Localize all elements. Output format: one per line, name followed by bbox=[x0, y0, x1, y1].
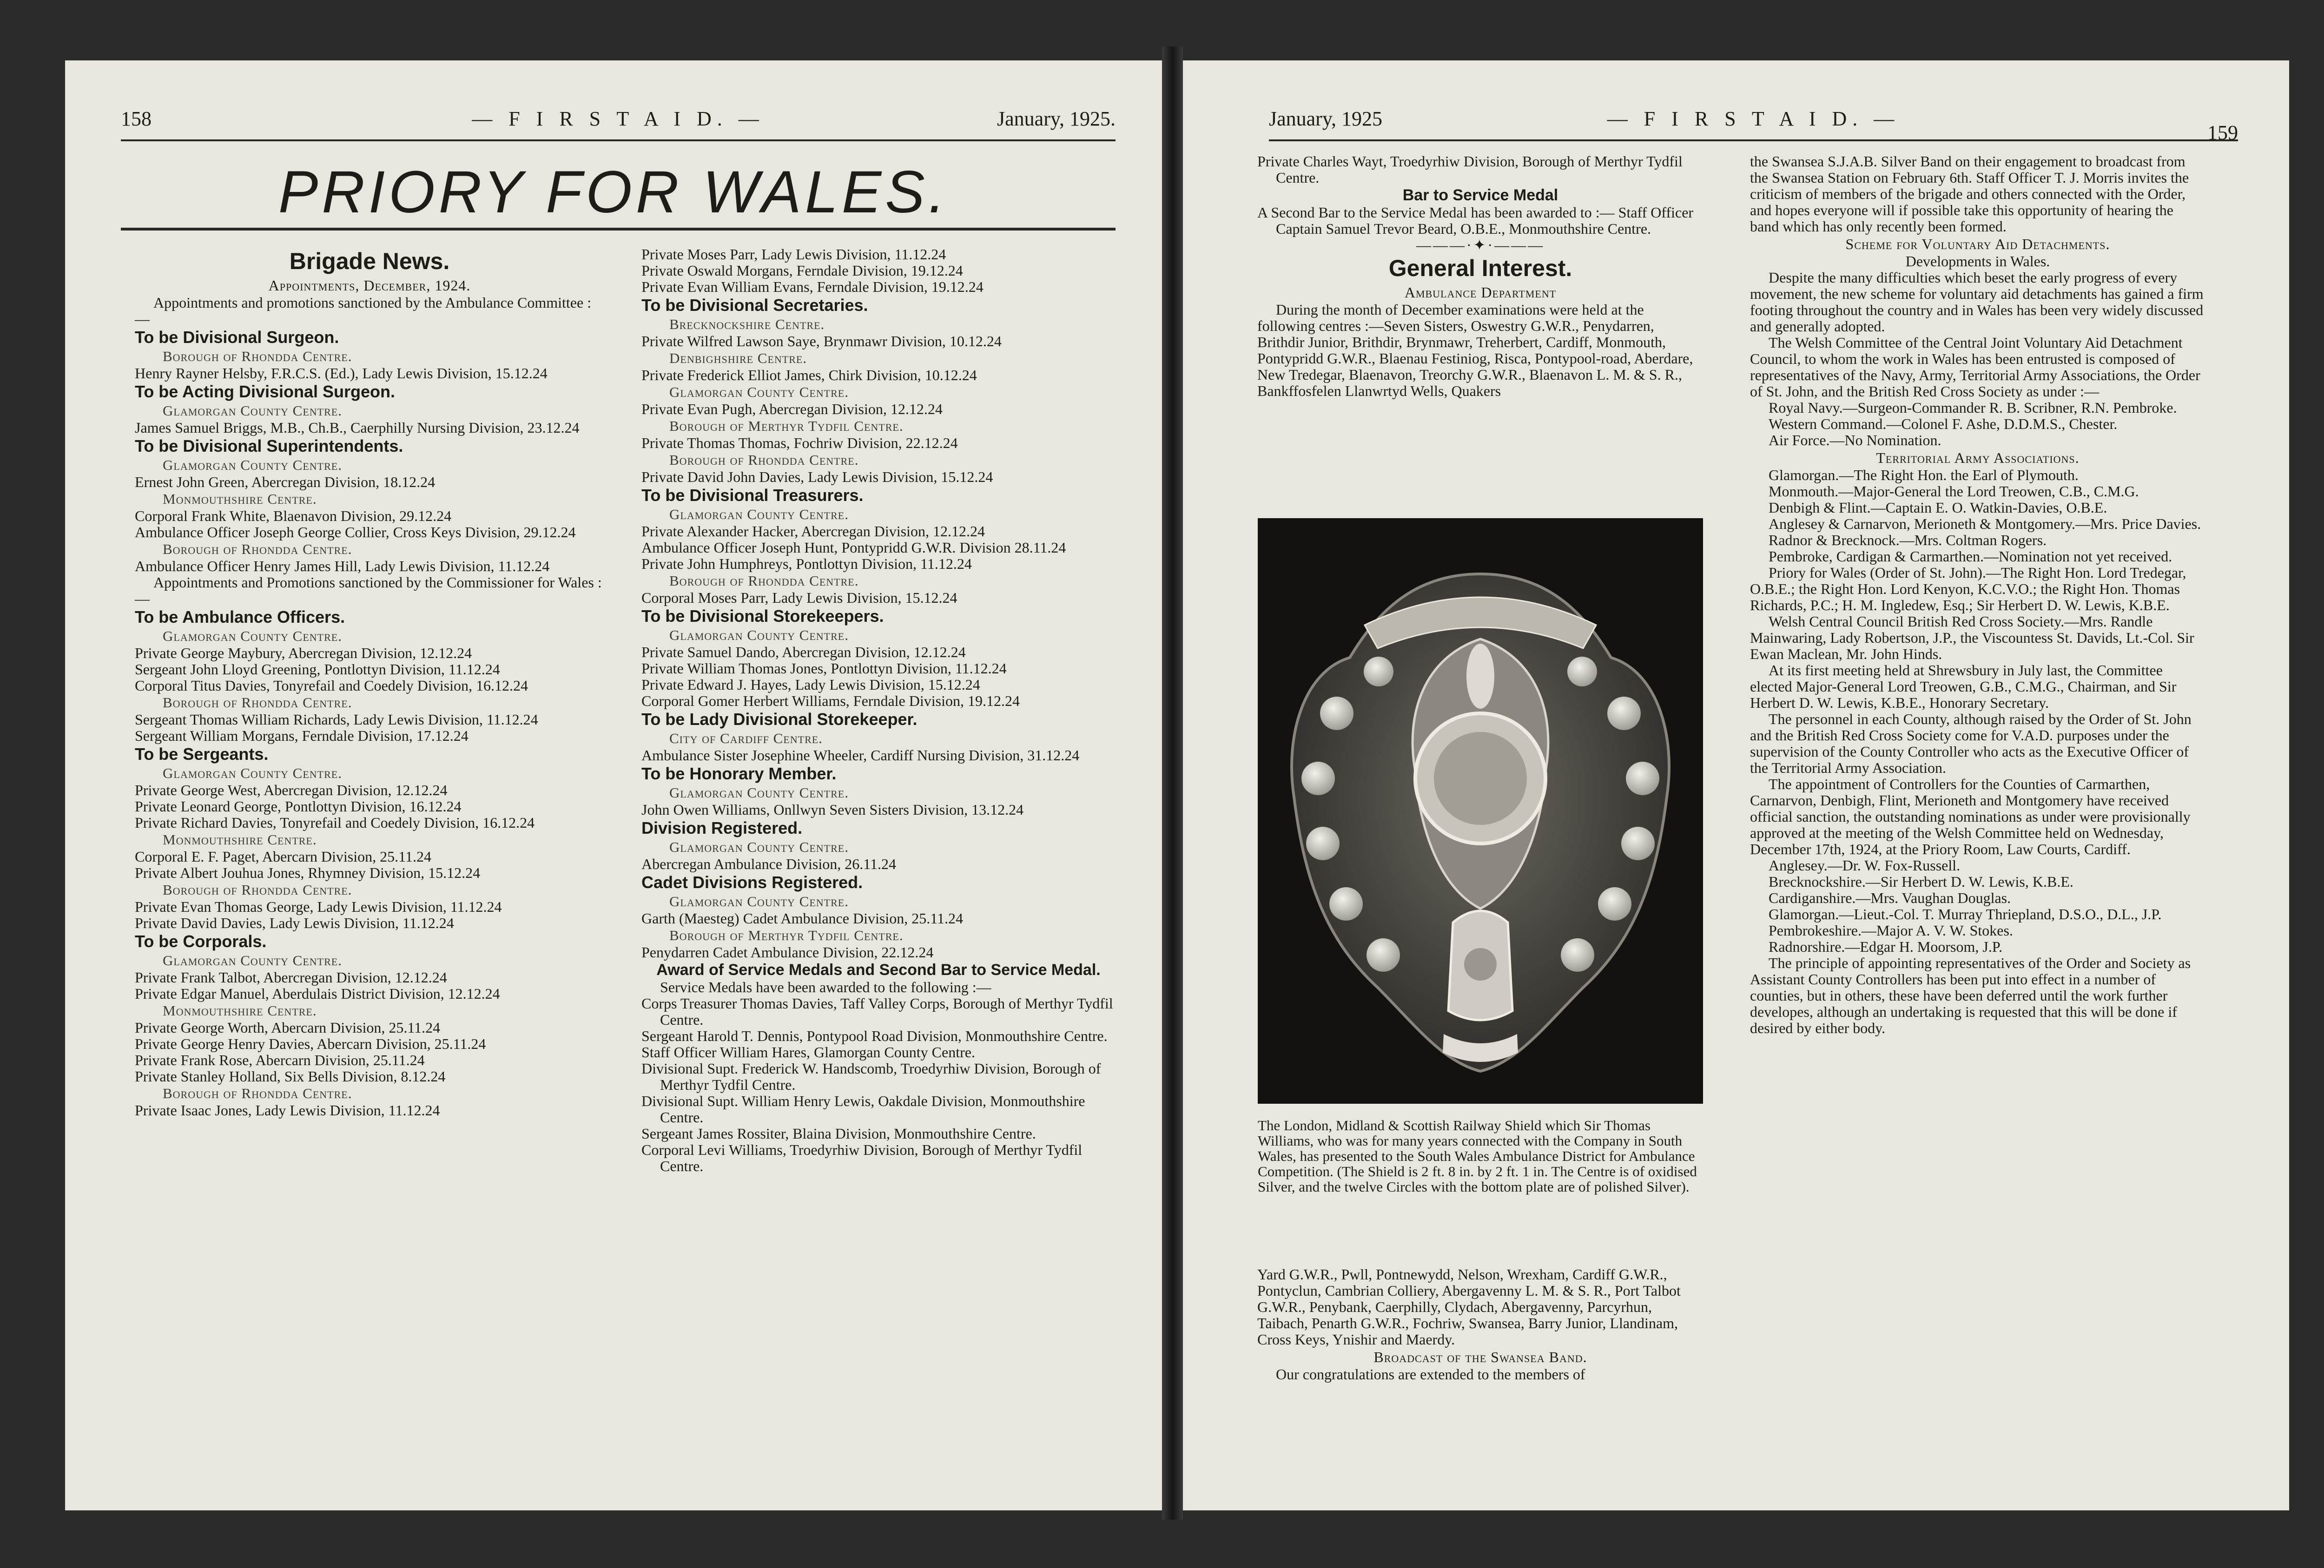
centre-label: Glamorgan County Centre. bbox=[669, 384, 849, 400]
appointment-heading: To be Corporals. bbox=[135, 932, 267, 951]
centre-label: Monmouthshire Centre. bbox=[163, 1002, 317, 1019]
page-title: PRIORY FOR WALES. bbox=[278, 159, 949, 225]
entry-line: Private Wilfred Lawson Saye, Brynmawr Division, 10.12.24 bbox=[641, 333, 1002, 349]
entry-line: Corporal Moses Parr, Lady Lewis Division, 15.12.24 bbox=[641, 589, 957, 606]
entry-line: Corporal Gomer Herbert Williams, Ferndale Division, 19.12.24 bbox=[641, 692, 1020, 709]
paragraph: Appointments and promotions sanctioned by the Ambulance Committee :— bbox=[135, 294, 592, 327]
centre-label: Glamorgan County Centre. bbox=[669, 839, 849, 855]
subheading: Award of Service Medals and Second Bar to Service Medal. bbox=[656, 961, 1101, 979]
centre-label: Glamorgan County Centre. bbox=[163, 628, 342, 644]
entry-line: Corps Treasurer Thomas Davies, Taff Valley Corps, Borough of Merthyr Tydfil Centre. bbox=[641, 995, 1113, 1028]
entry-line: Private Oswald Morgans, Ferndale Division, 19.12.24 bbox=[641, 262, 963, 279]
entry-line: Sergeant John Lloyd Greening, Pontlottyn Division, 11.12.24 bbox=[135, 661, 500, 678]
entry-line: Penydarren Cadet Ambulance Division, 22.12.24 bbox=[641, 944, 934, 961]
appointment-heading: To be Honorary Member. bbox=[641, 764, 837, 783]
entry-line: Corporal Titus Davies, Tonyrefail and Coedely Division, 16.12.24 bbox=[135, 677, 528, 694]
entry-line: Abercregan Ambulance Division, 26.11.24 bbox=[641, 856, 897, 872]
paragraph: Air Force.—No Nomination. bbox=[1769, 432, 1941, 448]
appointment-heading: To be Lady Divisional Storekeeper. bbox=[641, 710, 918, 729]
header-rule-right bbox=[1269, 139, 2238, 141]
small-caps-heading: Broadcast of the Swansea Band. bbox=[1373, 1349, 1587, 1365]
paragraph: During the month of December examinations were held at the following centres :—Seven Sisters, Oswestry G.W.R., Penydarren, Brithdir Junior, Brithdir, Brynmawr, Treherbert, Cardiff, Monmouth, Pontypridd G.W.R., Blaenau Festiniog, Risca, Pontypool-road, Aberdare, New Tredegar, Blaenavon, Treorchy G.W.R., Blaenavon L. M. & S. R., Bankffosfelen Llanwrtyd Wells, Quakers bbox=[1257, 301, 1693, 399]
shield-photo bbox=[1258, 518, 1703, 1104]
header-rule-left bbox=[121, 139, 1116, 141]
entry-line: Private Edgar Manuel, Aberdulais District Division, 12.12.24 bbox=[135, 985, 500, 1002]
paragraph: Anglesey & Carnarvon, Merioneth & Montgomery.—Mrs. Price Davies. bbox=[1769, 515, 2201, 532]
paragraph: Service Medals have been awarded to the following :— bbox=[660, 979, 991, 995]
appointment-heading: To be Sergeants. bbox=[135, 744, 269, 764]
centre-label: Glamorgan County Centre. bbox=[669, 627, 849, 643]
paragraph: Cardiganshire.—Mrs. Vaughan Douglas. bbox=[1769, 889, 2011, 906]
entry-line: Private Stanley Holland, Six Bells Division, 8.12.24 bbox=[135, 1068, 446, 1085]
title-rule bbox=[121, 228, 1116, 231]
paragraph: Radnorshire.—Edgar H. Moorsom, J.P. bbox=[1769, 938, 2003, 955]
entry-line: Private Frank Rose, Abercarn Division, 25.11.24 bbox=[135, 1052, 425, 1068]
appointment-heading: To be Divisional Treasurers. bbox=[641, 486, 864, 505]
centre-label: Glamorgan County Centre. bbox=[669, 506, 849, 522]
entry-line: Private Isaac Jones, Lady Lewis Division, 11.12.24 bbox=[135, 1102, 440, 1119]
entry-line: Private Thomas Thomas, Fochriw Division, 22.12.24 bbox=[641, 435, 958, 451]
right-running-header bbox=[1269, 107, 2238, 144]
small-caps-heading: Scheme for Voluntary Aid Detachments. bbox=[1845, 236, 2110, 252]
entry-line: Divisional Supt. Frederick W. Handscomb, Troedyrhiw Division, Borough of Merthyr Tydfil Centre. bbox=[641, 1060, 1101, 1093]
entry-line: Ambulance Officer Joseph George Collier, Cross Keys Division, 29.12.24 bbox=[135, 524, 576, 540]
paragraph: Denbigh & Flint.—Captain E. O. Watkin-Davies, O.B.E. bbox=[1769, 499, 2107, 516]
entry-line: Sergeant James Rossiter, Blaina Division, Monmouthshire Centre. bbox=[641, 1125, 1036, 1142]
entry-line: Divisional Supt. William Henry Lewis, Oakdale Division, Monmouthshire Centre. bbox=[641, 1093, 1085, 1126]
centre-label: Borough of Rhondda Centre. bbox=[669, 452, 859, 468]
centre-label: Glamorgan County Centre. bbox=[163, 952, 342, 968]
paragraph: Royal Navy.—Surgeon-Commander R. B. Scribner, R.N. Pembroke. bbox=[1769, 399, 2177, 416]
entry-line: Private Evan William Evans, Ferndale Division, 19.12.24 bbox=[641, 278, 984, 295]
entry-line: Corporal E. F. Paget, Abercarn Division, 25.11.24 bbox=[135, 848, 431, 865]
entry-line: Sergeant Thomas William Richards, Lady Lewis Division, 11.12.24 bbox=[135, 711, 538, 728]
centre-label: Brecknockshire Centre. bbox=[669, 316, 825, 332]
entry-line: Private William Thomas Jones, Pontlottyn Division, 11.12.24 bbox=[641, 660, 1007, 677]
centre-label: Monmouthshire Centre. bbox=[163, 491, 317, 507]
entry-line: Private Albert Jouhua Jones, Rhymney Division, 15.12.24 bbox=[135, 864, 481, 881]
centre-label: Glamorgan County Centre. bbox=[163, 402, 342, 419]
entry-line: Staff Officer William Hares, Glamorgan County Centre. bbox=[641, 1044, 975, 1061]
entry-line: Private Samuel Dando, Abercregan Division, 12.12.24 bbox=[641, 644, 966, 660]
entry-line: Corporal Levi Williams, Troedyrhiw Division, Borough of Merthyr Tydfil Centre. bbox=[641, 1141, 1083, 1174]
centre-label: Monmouthshire Centre. bbox=[163, 831, 317, 848]
page-gutter bbox=[1162, 46, 1183, 1520]
paragraph: Priory for Wales (Order of St. John).—The Right Hon. Lord Tredegar, O.B.E.; the Right Hon. Lord Kenyon, K.C.V.O.; the Right Hon. Thomas Richards, P.C.; H. M. Ingledew, Esq.; Sir Herbert D. W. Lewis, K.B.E. bbox=[1750, 564, 2186, 613]
entry-line: Private George Worth, Abercarn Division, 25.11.24 bbox=[135, 1019, 441, 1036]
entry-line: Private Evan Pugh, Abercregan Division, 12.12.24 bbox=[641, 401, 943, 417]
entry-line: Private Leonard George, Pontlottyn Division, 16.12.24 bbox=[135, 798, 462, 815]
section-heading: Brigade News. bbox=[289, 248, 450, 274]
centre-label: Glamorgan County Centre. bbox=[669, 784, 849, 801]
entry-line: Private Richard Davies, Tonyrefail and Coedely Division, 16.12.24 bbox=[135, 814, 535, 831]
appointment-heading: To be Acting Divisional Surgeon. bbox=[135, 382, 396, 401]
issue-date-left: January, 1925. bbox=[997, 107, 1116, 130]
ornament-divider: ———·✦·——— bbox=[1416, 237, 1545, 253]
centre-label: Borough of Rhondda Centre. bbox=[163, 1085, 352, 1101]
column-3-top bbox=[1257, 153, 1703, 399]
photo-caption: The London, Midland & Scottish Railway Shield which Sir Thomas Williams, who was for many years connected with the Company in South Wales, has presented to the South Wales Ambulance District for Ambulance Competition. (The Shield is 2 ft. 8 in. by 2 ft. 1 in. The Centre is of oxidised Silver, and the twelve Circles with the bottom plate are of polished Silver). bbox=[1258, 1117, 1697, 1195]
paragraph: The Welsh Committee of the Central Joint Voluntary Aid Detachment Council, to whom the work in Wales has been entrusted is composed of representatives of the Navy, Army, Territorial Army Associations, the Order of St. John, and the British Red Cross Society as under :— bbox=[1750, 334, 2200, 400]
entry-line: Garth (Maesteg) Cadet Ambulance Division, 25.11.24 bbox=[641, 910, 963, 927]
page-number-left: 158 bbox=[121, 107, 152, 130]
entry-line: Private David John Davies, Lady Lewis Division, 15.12.24 bbox=[641, 468, 993, 485]
left-page bbox=[65, 60, 1162, 1510]
entry-line: Henry Rayner Helsby, F.R.C.S. (Ed.), Lady Lewis Division, 15.12.24 bbox=[135, 365, 548, 382]
column-3-bottom bbox=[1257, 1266, 1703, 1383]
entry-line: Corporal Frank White, Blaenavon Division, 29.12.24 bbox=[135, 507, 452, 524]
entry-line: Private Alexander Hacker, Abercregan Division, 12.12.24 bbox=[641, 523, 985, 540]
paragraph: The principle of appointing representatives of the Order and Society as Assistant County Controllers has been put into effect in a number of counties, but in others, these have been deferred until the work further developes, although an undertaking is requested that this will be done if desired by either body. bbox=[1750, 955, 2191, 1036]
entry-line: Private Edward J. Hayes, Lady Lewis Division, 15.12.24 bbox=[641, 676, 980, 693]
entry-line: Private John Humphreys, Pontlottyn Division, 11.12.24 bbox=[641, 555, 972, 572]
entry-line: John Owen Williams, Onllwyn Seven Sisters Division, 13.12.24 bbox=[641, 801, 1024, 818]
entry-line: Ambulance Officer Joseph Hunt, Pontypridd G.W.R. Division 28.11.24 bbox=[641, 539, 1066, 556]
entry-line: Private George Henry Davies, Abercarn Division, 25.11.24 bbox=[135, 1035, 486, 1052]
appointment-heading: To be Divisional Superintendents. bbox=[135, 436, 403, 455]
entry-line: Ambulance Officer Henry James Hill, Lady Lewis Division, 11.12.24 bbox=[135, 558, 550, 574]
entry-line: A Second Bar to the Service Medal has been awarded to :— Staff Officer Captain Samuel Trevor Beard, O.B.E., Monmouthshire Centre. bbox=[1257, 204, 1694, 237]
entry-line: Private David Davies, Lady Lewis Division, 11.12.24 bbox=[135, 915, 454, 931]
centre-label: Glamorgan County Centre. bbox=[163, 765, 342, 781]
subheading: Developments in Wales. bbox=[1905, 253, 2050, 270]
small-caps-heading: Appointments, December, 1924. bbox=[268, 277, 471, 294]
centre-label: Glamorgan County Centre. bbox=[163, 457, 342, 473]
centre-label: Borough of Merthyr Tydfil Centre. bbox=[669, 927, 904, 943]
entry-line: Private Frederick Elliot James, Chirk Division, 10.12.24 bbox=[641, 367, 977, 383]
shield-illustration bbox=[1258, 518, 1703, 1104]
column-2 bbox=[641, 246, 1116, 1174]
subheading: Bar to Service Medal bbox=[1402, 186, 1558, 204]
entry-line: Private Frank Talbot, Abercregan Division, 12.12.24 bbox=[135, 969, 447, 986]
appointment-heading: To be Divisional Storekeepers. bbox=[641, 606, 884, 626]
centre-label: Borough of Rhondda Centre. bbox=[163, 348, 352, 364]
appointment-heading: Cadet Divisions Registered. bbox=[641, 873, 863, 892]
centre-label: City of Cardiff Centre. bbox=[669, 730, 823, 746]
paragraph: Despite the many difficulties which beset the early progress of every movement, the new scheme for voluntary aid detachments has gained a firm footing throughout the country and in Wales has been very widely discussed and generally adopted. bbox=[1750, 269, 2204, 335]
paragraph: Appointments and Promotions sanctioned by the Commissioner for Wales :— bbox=[135, 574, 602, 607]
page-number-right: 159 bbox=[2207, 121, 2238, 144]
paragraph: The appointment of Controllers for the Counties of Carmarthen, Carnarvon, Denbigh, Flint, Merioneth and Montgomery have received official sanction, the outstanding nominations as under were provisionally approved at the meeting of the Welsh Committee held on Wednesday, December 17th, 1924, at the Priory Room, Law Courts, Cardiff. bbox=[1750, 776, 2191, 857]
small-caps-heading: Ambulance Department bbox=[1404, 284, 1557, 301]
paragraph: The personnel in each County, although raised by the Order of St. John and the British Red Cross Society come for V.A.D. purposes under the supervision of the County Controller who acts as the Executive Officer of the Territorial Army Association. bbox=[1750, 711, 2192, 776]
paragraph: Welsh Central Council British Red Cross Society.—Mrs. Randle Mainwaring, Lady Robertson, J.P., the Viscountess St. Davids, Lt.-Col. Sir Ewan Maclean, Mr. John Hinds. bbox=[1750, 613, 2194, 662]
paragraph: Monmouth.—Major-General the Lord Treowen, C.B., C.M.G. bbox=[1769, 483, 2139, 500]
small-caps-heading: Territorial Army Associations. bbox=[1876, 449, 2080, 466]
entry-line: Ernest John Green, Abercregan Division, 18.12.24 bbox=[135, 474, 436, 490]
paragraph: Our congratulations are extended to the members of bbox=[1276, 1366, 1585, 1383]
paragraph: the Swansea S.J.A.B. Silver Band on their engagement to broadcast from the Swansea Station on February 6th. Staff Officer T. J. Morris invites the criticism of members of the brigade and others connected with the Order, and hopes everyone will if possible take this opportunity of hearing the band which has only recently been formed. bbox=[1750, 153, 2189, 235]
entry-line: Ambulance Sister Josephine Wheeler, Cardiff Nursing Division, 31.12.24 bbox=[641, 747, 1080, 764]
column-4 bbox=[1750, 153, 2205, 1036]
paragraph: At its first meeting held at Shrewsbury in July last, the Committee elected Major-General Lord Treowen, G.B., C.M.G., Chairman, and Sir Herbert D. W. Lewis, K.B.E., Honorary Secretary. bbox=[1750, 662, 2177, 711]
issue-date-right: January, 1925 bbox=[1269, 107, 1382, 130]
entry-line: Private Charles Wayt, Troedyrhiw Division, Borough of Merthyr Tydfil Centre. bbox=[1257, 153, 1683, 186]
appointment-heading: To be Divisional Surgeon. bbox=[135, 328, 339, 347]
centre-label: Borough of Merthyr Tydfil Centre. bbox=[669, 418, 904, 434]
centre-label: Glamorgan County Centre. bbox=[669, 893, 849, 909]
entry-line: Sergeant William Morgans, Ferndale Division, 17.12.24 bbox=[135, 727, 469, 744]
paragraph: Radnor & Brecknock.—Mrs. Coltman Rogers. bbox=[1769, 532, 2047, 548]
left-running-header bbox=[121, 107, 1116, 135]
centre-label: Borough of Rhondda Centre. bbox=[669, 573, 859, 589]
entry-line: Private Evan Thomas George, Lady Lewis Division, 11.12.24 bbox=[135, 898, 502, 915]
entry-line: Private Moses Parr, Lady Lewis Division, 11.12.24 bbox=[641, 246, 946, 263]
entry-line: James Samuel Briggs, M.B., Ch.B., Caerphilly Nursing Division, 23.12.24 bbox=[135, 419, 580, 436]
appointment-heading: To be Ambulance Officers. bbox=[135, 607, 345, 626]
paragraph: Glamorgan.—The Right Hon. the Earl of Plymouth. bbox=[1769, 467, 2079, 483]
centre-label: Borough of Rhondda Centre. bbox=[163, 541, 352, 557]
paragraph: Pembroke, Cardigan & Carmarthen.—Nomination not yet received. bbox=[1769, 548, 2172, 565]
section-heading: General Interest. bbox=[1388, 255, 1572, 281]
journal-name-right: — F I R S T A I D. — bbox=[1607, 107, 1900, 130]
centre-label: Denbighshire Centre. bbox=[669, 350, 807, 366]
centre-label: Borough of Rhondda Centre. bbox=[163, 882, 352, 898]
paragraph: Glamorgan.—Lieut.-Col. T. Murray Thriepland, D.S.O., D.L., J.P. bbox=[1769, 906, 2162, 922]
entry-line: Sergeant Harold T. Dennis, Pontypool Road Division, Monmouthshire Centre. bbox=[641, 1028, 1108, 1044]
paragraph: Anglesey.—Dr. W. Fox-Russell. bbox=[1769, 857, 1961, 874]
paragraph: Yard G.W.R., Pwll, Pontnewydd, Nelson, Wrexham, Cardiff G.W.R., Pontyclun, Cambrian Colliery, Abergavenny L. M. & S. R., Port Talbot G.W.R., Penybank, Caerphilly, Clydach, Abergavenny, Parcyrhun, Taibach, Penarth G.W.R., Fochriw, Swansea, Barry Junior, Llandinam, Cross Keys, Ynishir and Maerdy. bbox=[1257, 1266, 1681, 1348]
centre-label: Borough of Rhondda Centre. bbox=[163, 694, 352, 711]
paragraph: Brecknockshire.—Sir Herbert D. W. Lewis, K.B.E. bbox=[1769, 873, 2073, 890]
appointment-heading: To be Divisional Secretaries. bbox=[641, 296, 868, 315]
column-1 bbox=[135, 246, 604, 1119]
paragraph: Western Command.—Colonel F. Ashe, D.D.M.S., Chester. bbox=[1769, 415, 2118, 432]
entry-line: Private George West, Abercregan Division, 12.12.24 bbox=[135, 782, 448, 798]
appointment-heading: Division Registered. bbox=[641, 818, 803, 837]
paragraph: Pembrokeshire.—Major A. V. W. Stokes. bbox=[1769, 922, 2013, 939]
journal-name-left: — F I R S T A I D. — bbox=[472, 107, 765, 130]
entry-line: Private George Maybury, Abercregan Division, 12.12.24 bbox=[135, 645, 472, 661]
